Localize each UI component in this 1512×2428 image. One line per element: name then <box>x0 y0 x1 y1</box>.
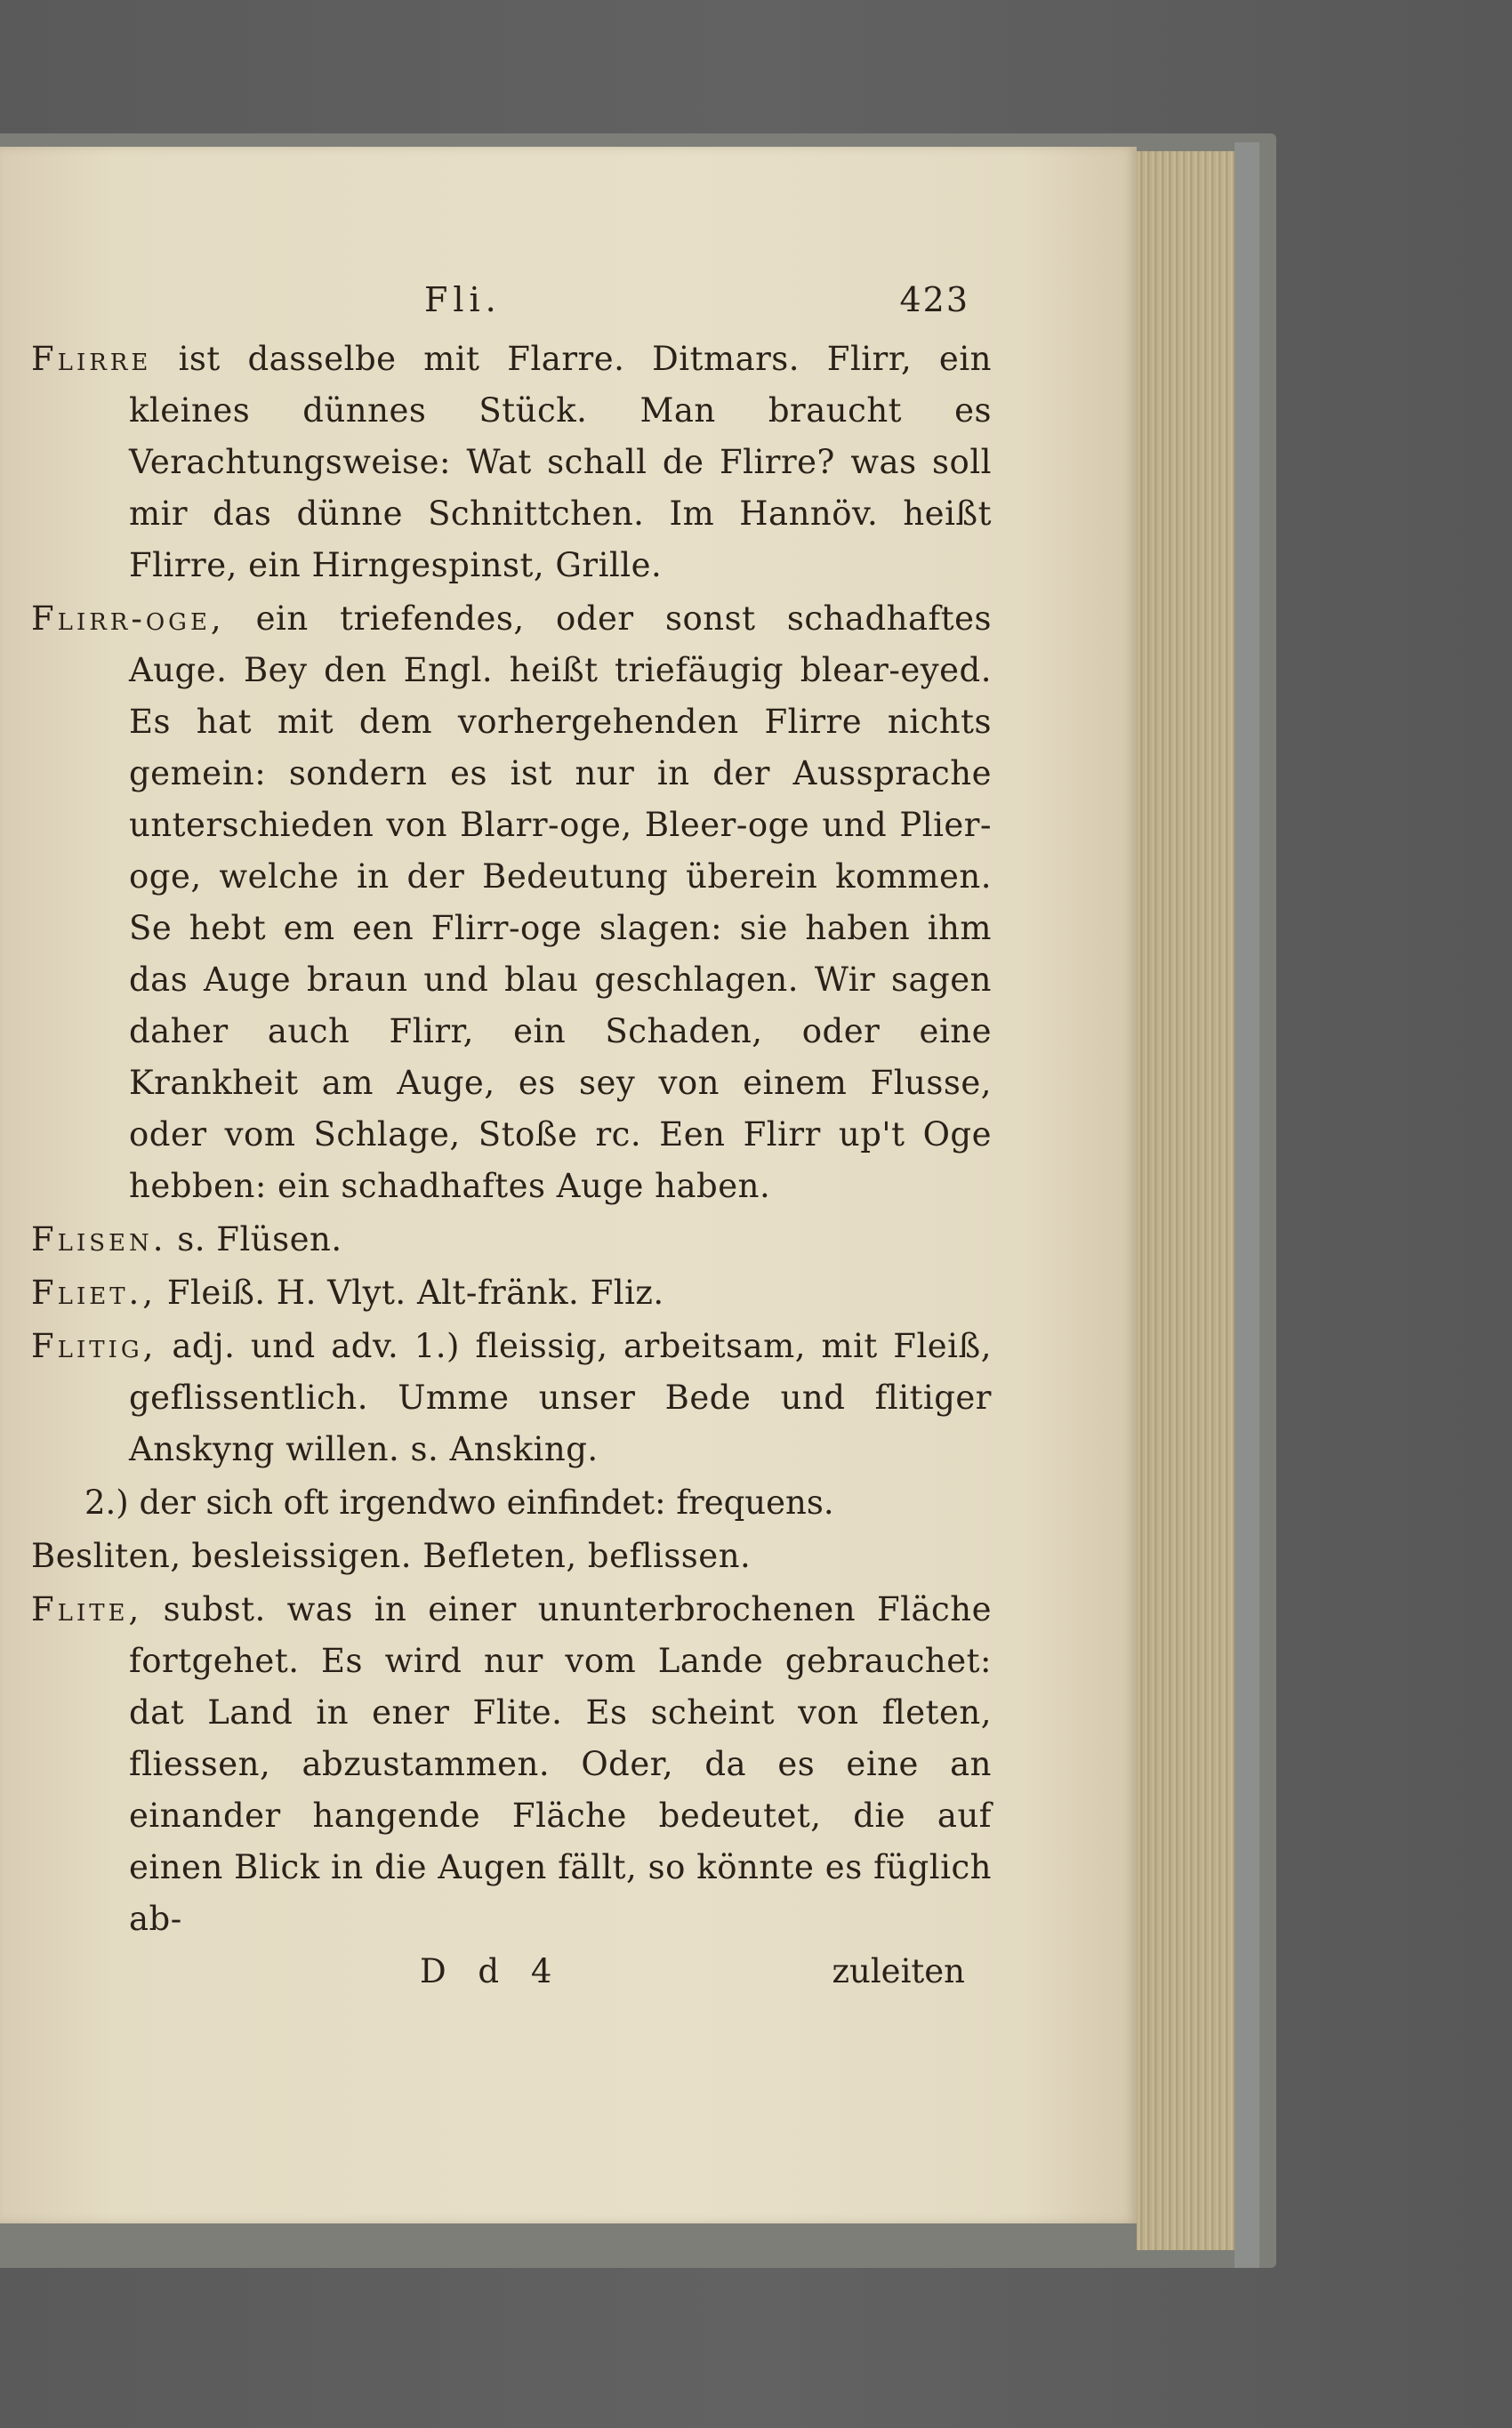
entry-lemma: Flisen. <box>31 1220 167 1258</box>
running-head-title: Fli. <box>424 280 502 319</box>
entry-lemma: Flite, <box>31 1590 143 1628</box>
entry-text: Fleiß. H. Vlyt. Alt-fränk. Fliz. <box>166 1274 664 1312</box>
sub-entry: 2.) der sich oft irgendwo einfindet: frequens. <box>84 1483 834 1522</box>
catchword: zuleiten <box>832 1952 965 1990</box>
dictionary-entry <box>31 334 992 591</box>
dictionary-entry <box>31 593 992 1212</box>
page-text <box>31 280 992 2006</box>
page-number: 423 <box>899 280 969 319</box>
entry-text: s. Flüsen. <box>177 1220 342 1258</box>
cover-edge <box>1235 142 1259 2268</box>
running-head <box>31 280 992 334</box>
page-edges <box>1137 151 1236 2250</box>
dictionary-entry <box>31 1214 992 1266</box>
entry-text: subst. was in einer ununterbrochenen Fläche fortgehet. Es wird nur vom Lande gebrauchet: dat Land in ener Flite. Es scheint von fleten, fliessen, abzustammen. Oder, da es eine an einander hangende Fläche bedeutet, die auf einen Blick in die Augen fällt, so könnte es füglich ab- <box>129 1590 992 1938</box>
entry-text: adj. und adv. 1.) fleissig, arbeitsam, mit Fleiß, geflissentlich. Umme unser Bede und flitiger Anskyng willen. s. Ansking. <box>129 1327 992 1468</box>
dictionary-entry <box>31 1531 992 1582</box>
entry-lemma: Besliten, <box>31 1537 181 1575</box>
entry-text: ein triefendes, oder sonst schadhaftes Auge. Bey den Engl. heißt triefäugig blear-eyed. Es hat mit dem vorhergehenden Flirre nichts gemein: sondern es ist nur in der Aussprache unterschieden von Blarr-oge, Bleer-oge und Plier-oge, welche in der Bedeutung überein kommen. Se hebt em een Flirr-oge slagen: sie haben ihm das Auge braun und blau geschlagen. Wir sagen daher auch Flirr, ein Schaden, oder eine Krankheit am Auge, es sey von einem Flusse, oder vom Schlage, Stoße rc. Een Flirr up't Oge hebben: ein schadhaftes Auge haben. <box>129 599 992 1205</box>
signature-mark: D d 4 <box>420 1952 563 1990</box>
entry-lemma: Flitig, <box>31 1327 157 1365</box>
entry-lemma: Flirre <box>31 340 152 378</box>
dictionary-entry <box>31 1267 992 1319</box>
entry-lemma: Fliet., <box>31 1274 157 1312</box>
dictionary-entry <box>31 1584 992 1945</box>
dictionary-entry <box>31 1321 992 1475</box>
entry-lemma: Flirr-oge, <box>31 599 225 638</box>
page-footer <box>31 1952 992 2006</box>
entry-text: ist dasselbe mit Flarre. Ditmars. Flirr, ein kleines dünnes Stück. Man braucht es Verachtungsweise: Wat schall de Flirre? was soll mir das dünne Schnittchen. Im Hannöv. heißt Flirre, ein Hirngespinst, Grille. <box>129 340 992 584</box>
entry-text: besleissigen. Befleten, beflissen. <box>191 1537 752 1575</box>
